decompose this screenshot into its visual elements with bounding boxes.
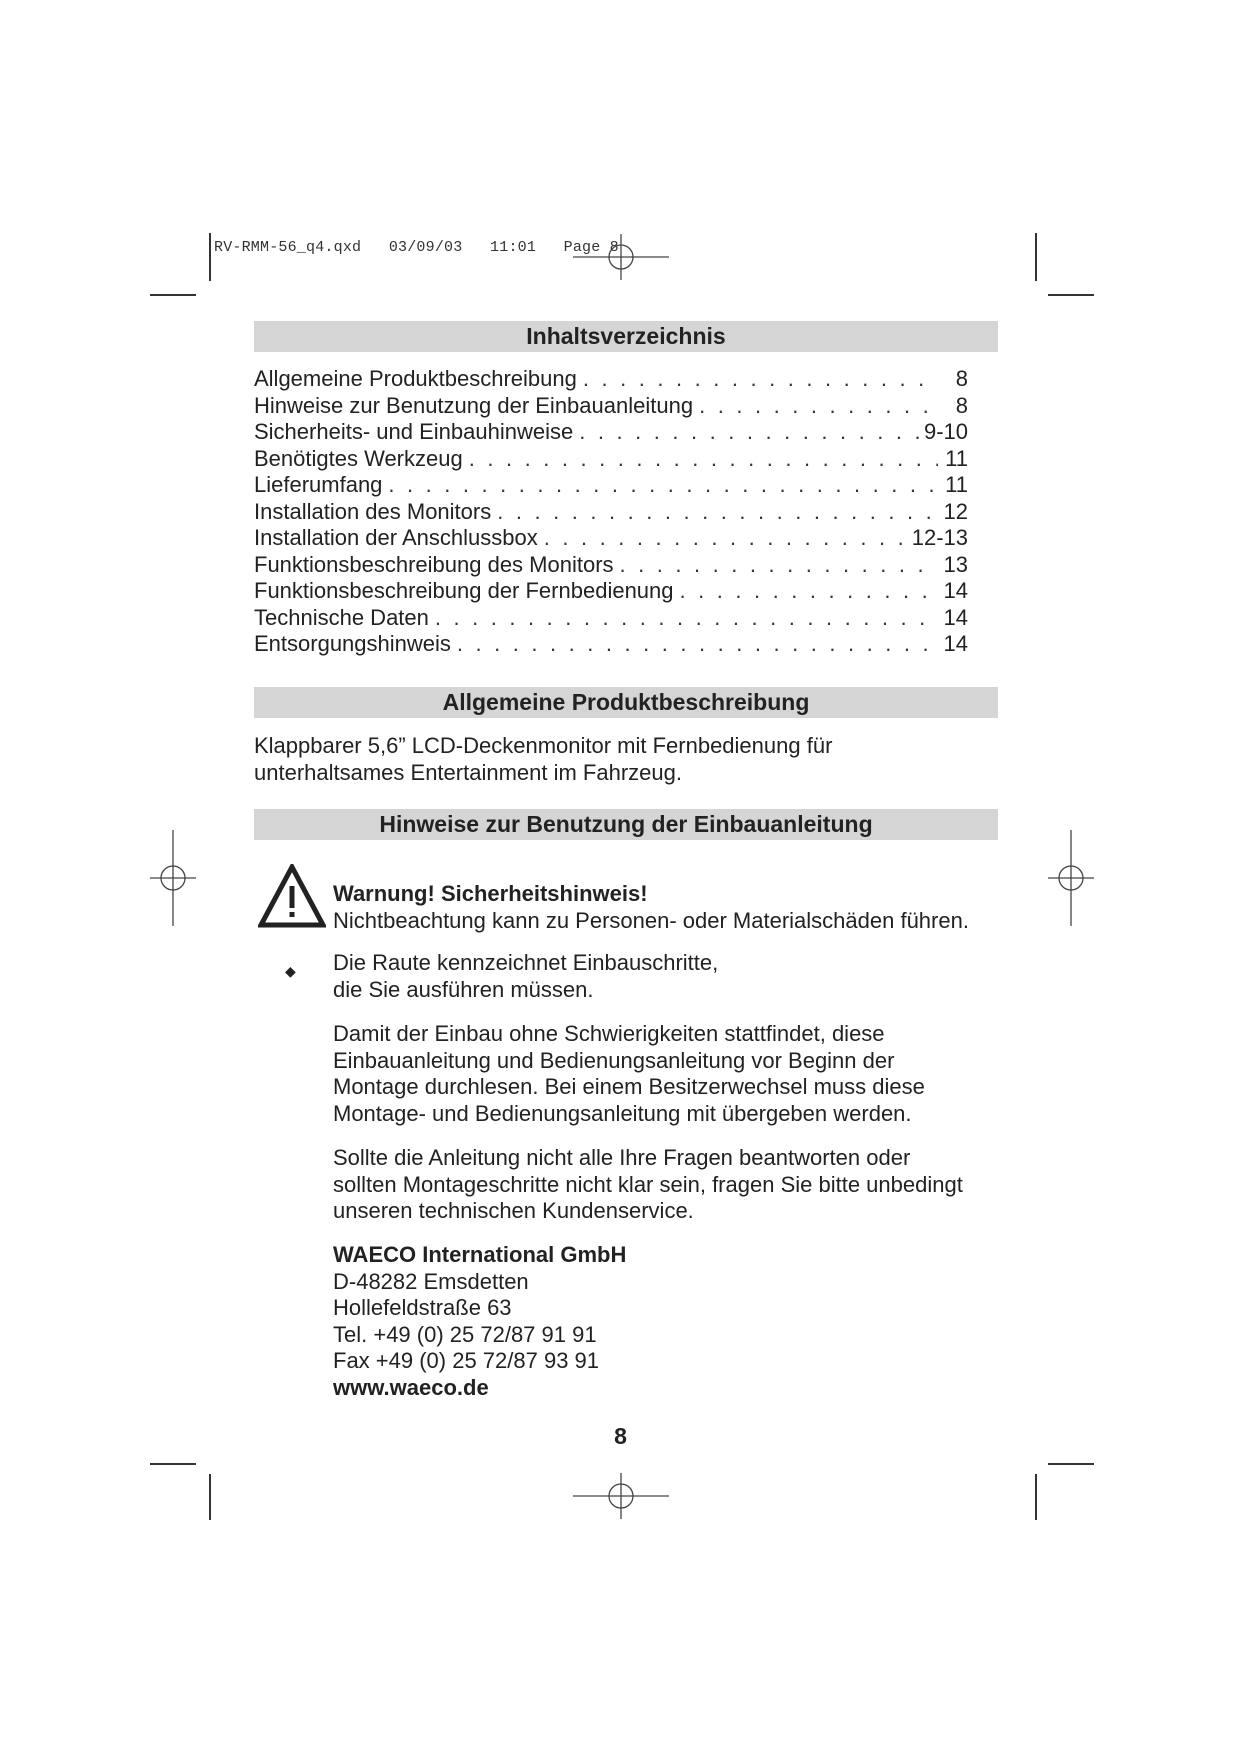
toc-entry xyxy=(254,419,968,446)
paragraph-line: Montage durchlesen. Bei einem Besitzerwechsel muss diese xyxy=(333,1074,925,1099)
toc-entry xyxy=(254,499,968,526)
company-phone: Tel. +49 (0) 25 72/87 91 91 xyxy=(333,1321,597,1347)
toc-entry-title: Hinweise zur Benutzung der Einbauanleitung xyxy=(254,392,694,418)
company-street: Hollefeldstraße 63 xyxy=(333,1295,512,1320)
crop-mark xyxy=(1035,233,1037,281)
paragraph-line: Montage- und Bedienungsanleitung mit übergeben werden. xyxy=(333,1100,912,1126)
toc-entry-title: Installation des Monitors xyxy=(254,498,492,524)
toc-leader-dots xyxy=(699,393,938,420)
toc-entry-page: 14 xyxy=(943,631,968,656)
company-name: WAECO International GmbH xyxy=(333,1242,627,1267)
print-slug: RV-RMM-56_q4.qxd 03/09/03 11:01 Page 8 xyxy=(214,239,619,256)
product-line: Klappbarer 5,6” LCD-Deckenmonitor mit Fernbedienung für xyxy=(254,733,833,758)
product-heading: Allgemeine Produktbeschreibung xyxy=(254,687,998,718)
table-of-contents xyxy=(254,366,968,658)
crop-mark xyxy=(150,294,196,296)
toc-entry-page: 12 xyxy=(943,498,968,524)
toc-entry-page: 14 xyxy=(943,604,968,630)
paragraph-line: unseren technischen Kundenservice. xyxy=(333,1198,694,1223)
crop-mark xyxy=(209,233,211,281)
toc-entry xyxy=(254,631,968,658)
notes-heading: Hinweise zur Benutzung der Einbauanleitung xyxy=(254,809,998,840)
crop-mark xyxy=(209,1474,211,1520)
toc-leader-dots xyxy=(469,446,938,473)
toc-entry-page: 8 xyxy=(955,366,968,391)
bullet-line: die Sie ausführen müssen. xyxy=(333,976,594,1002)
bullet-text xyxy=(333,950,718,1003)
warning-text: Nichtbeachtung kann zu Personen- oder Materialschäden führen. xyxy=(333,907,969,933)
toc-entry-page: 13 xyxy=(943,551,968,577)
warning-title: Warnung! Sicherheitshinweis! xyxy=(333,881,648,906)
toc-entry-page: 11 xyxy=(945,445,968,471)
product-line: unterhaltsames Entertainment im Fahrzeug. xyxy=(254,759,682,785)
toc-entry xyxy=(254,578,968,605)
diamond-bullet-icon: ◆ xyxy=(285,963,296,979)
toc-leader-dots xyxy=(680,578,938,605)
product-description xyxy=(254,733,832,786)
toc-leader-dots xyxy=(583,366,938,393)
toc-entry-title: Entsorgungshinweis xyxy=(254,631,451,656)
bullet-line: Die Raute kennzeichnet Einbauschritte, xyxy=(333,950,719,975)
toc-leader-dots xyxy=(435,605,938,632)
toc-entry xyxy=(254,393,968,420)
toc-entry xyxy=(254,366,968,393)
paragraph-line: Sollte die Anleitung nicht alle Ihre Fragen beantworten oder xyxy=(333,1145,911,1170)
registration-mark-icon xyxy=(573,1473,669,1519)
company-website: www.waeco.de xyxy=(333,1374,489,1400)
toc-leader-dots xyxy=(620,552,938,579)
registration-mark-icon xyxy=(1048,830,1094,926)
toc-entry-page: 8 xyxy=(955,392,968,418)
toc-entry xyxy=(254,525,968,552)
toc-leader-dots xyxy=(457,631,938,658)
paragraph-line: Damit der Einbau ohne Schwierigkeiten stattfindet, diese xyxy=(333,1021,885,1046)
toc-entry-title: Installation der Anschlussbox xyxy=(254,525,538,550)
service-paragraph xyxy=(333,1145,963,1225)
toc-entry xyxy=(254,446,968,473)
crop-mark xyxy=(150,1463,196,1465)
registration-mark-icon xyxy=(573,234,669,280)
toc-entry-title: Technische Daten xyxy=(254,604,429,630)
page-number: 8 xyxy=(614,1423,627,1449)
warning-triangle-icon xyxy=(258,864,326,928)
registration-mark-icon xyxy=(150,830,196,926)
crop-mark xyxy=(1048,294,1094,296)
crop-mark xyxy=(1048,1463,1094,1465)
toc-leader-dots xyxy=(579,419,920,446)
toc-entry-title: Sicherheits- und Einbauhinweise xyxy=(254,419,574,444)
toc-leader-dots xyxy=(388,472,938,499)
instructions-paragraph xyxy=(333,1021,925,1127)
toc-entry-title: Funktionsbeschreibung der Fernbedienung xyxy=(254,578,674,603)
toc-entry-title: Benötigtes Werkzeug xyxy=(254,445,463,471)
toc-entry-page: 11 xyxy=(945,472,968,497)
contact-block xyxy=(333,1242,626,1401)
toc-heading: Inhaltsverzeichnis xyxy=(254,321,998,352)
toc-entry-page: 9-10 xyxy=(923,419,968,444)
paragraph-line: sollten Montageschritte nicht klar sein, fragen Sie bitte unbedingt xyxy=(333,1171,963,1197)
toc-entry xyxy=(254,552,968,579)
toc-leader-dots xyxy=(497,499,938,526)
warning-block xyxy=(333,881,969,934)
toc-entry-page: 12-13 xyxy=(911,525,968,550)
toc-leader-dots xyxy=(544,525,908,552)
toc-entry-title: Lieferumfang xyxy=(254,472,383,497)
toc-entry-page: 14 xyxy=(943,578,968,603)
company-city: D-48282 Emsdetten xyxy=(333,1268,529,1294)
toc-entry-title: Allgemeine Produktbeschreibung xyxy=(254,366,577,391)
paragraph-line: Einbauanleitung und Bedienungsanleitung vor Beginn der xyxy=(333,1047,895,1073)
company-fax: Fax +49 (0) 25 72/87 93 91 xyxy=(333,1348,600,1373)
toc-entry-title: Funktionsbeschreibung des Monitors xyxy=(254,551,614,577)
toc-entry xyxy=(254,605,968,632)
crop-mark xyxy=(1035,1474,1037,1520)
toc-entry xyxy=(254,472,968,499)
